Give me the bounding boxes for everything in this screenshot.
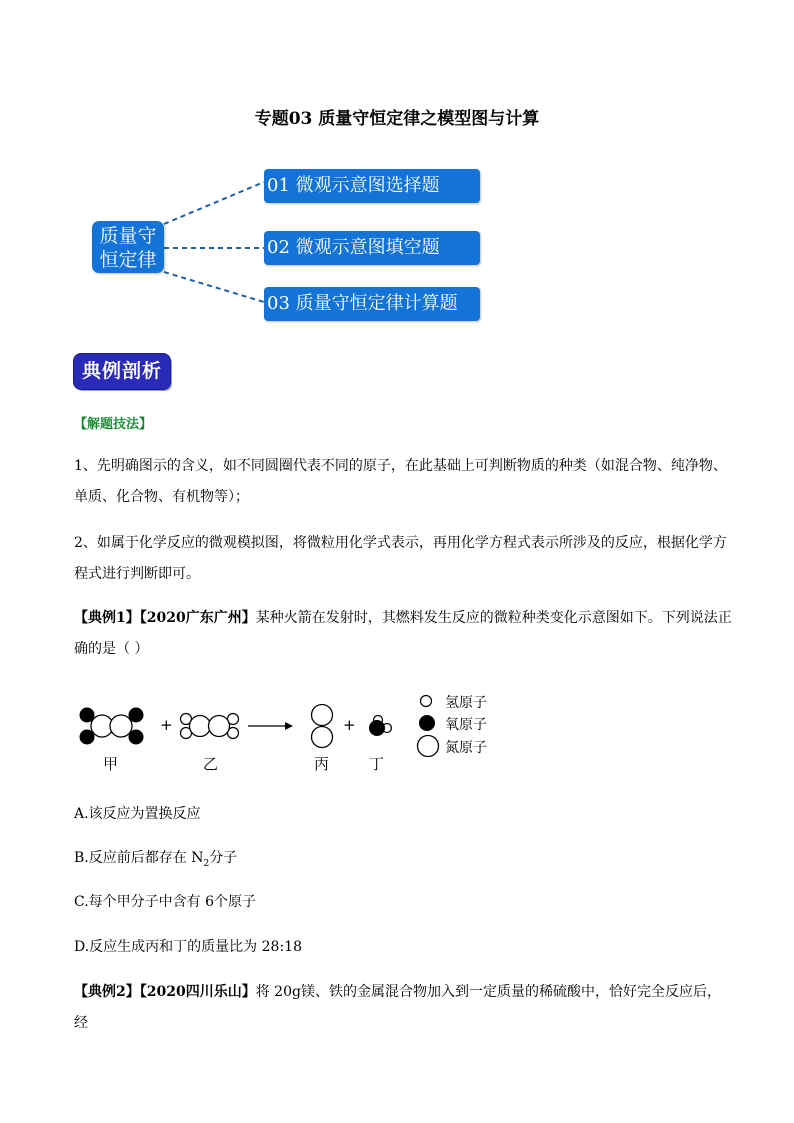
legend-oxygen-symbol <box>419 715 435 731</box>
molecule-ding <box>369 716 392 737</box>
molecule-jia <box>80 708 144 745</box>
example1-question <box>74 603 734 665</box>
example1-source: 【2020广东广州】 <box>139 610 256 626</box>
legend-hydrogen-symbol <box>421 696 432 707</box>
mindmap-branch-3: 03 质量守恒定律计算题 <box>264 287 480 321</box>
option-b <box>74 847 237 869</box>
mindmap-root-line2: 恒定律 <box>99 249 157 271</box>
legend-nitrogen-symbol <box>418 736 439 757</box>
tip-tag: 【解题技法】 <box>74 417 153 432</box>
example2-tag: 【典例2】 <box>74 984 140 1000</box>
mindmap-branch-1: 01 微观示意图选择题 <box>264 169 480 203</box>
legend-oxygen: 氧原子 <box>445 717 487 733</box>
option-c: C.每个甲分子中含有 6个原子 <box>74 894 257 910</box>
label-yi: 乙 <box>203 755 219 773</box>
mindmap-root-line1: 质量守 <box>99 225 157 247</box>
molecule-bing <box>312 705 333 748</box>
example1-text: 某种火箭在发射时，其燃料发生反应的微粒种类变化示意图如下。下列说法正确的是（ ） <box>74 610 732 657</box>
plus-sign-2: + <box>343 716 356 734</box>
page-title: 专题03 质量守恒定律之模型图与计算 <box>254 109 540 129</box>
option-a: A.该反应为置换反应 <box>74 806 201 822</box>
tip-paragraph-1: 1、先明确图示的含义，如不同圆圈代表不同的原子，在此基础上可判断物质的种类（如混合物、纯净物、单质、化合物、有机物等）； <box>74 458 727 505</box>
legend-hydrogen: 氢原子 <box>445 695 487 711</box>
label-jia: 甲 <box>103 755 119 773</box>
tip-paragraph-2: 2、如属于化学反应的微观模拟图，将微粒用化学式表示，再用化学方程式表示所涉及的反应，根据化学方程式进行判断即可。 <box>74 535 727 582</box>
reaction-diagram <box>0 680 794 780</box>
label-ding: 丁 <box>369 755 385 773</box>
connector-3 <box>164 272 264 302</box>
example1-tag: 【典例1】 <box>74 610 140 626</box>
label-bing: 丙 <box>314 755 330 773</box>
mindmap-branch-2: 02 微观示意图填空题 <box>264 231 480 265</box>
plus-sign-1: + <box>160 716 173 734</box>
example2-question <box>74 977 734 1039</box>
option-b-subscript: 2 <box>203 858 210 869</box>
option-b-text: B.反应前后都存在 N <box>74 850 204 866</box>
connector-1 <box>164 182 264 224</box>
example2-source: 【2020四川乐山】 <box>139 984 256 1000</box>
legend-nitrogen: 氮原子 <box>445 740 487 756</box>
option-b-suffix: 分子 <box>209 850 238 866</box>
option-d: D.反应生成丙和丁的质量比为 28:18 <box>74 939 302 955</box>
example2-text: 将 20g镁、铁的金属混合物加入到一定质量的稀硫酸中，恰好完全反应后，经 <box>74 984 721 1031</box>
molecule-yi <box>181 714 239 739</box>
section-badge: 典例剖析 <box>74 354 170 389</box>
mindmap-root <box>92 221 164 273</box>
